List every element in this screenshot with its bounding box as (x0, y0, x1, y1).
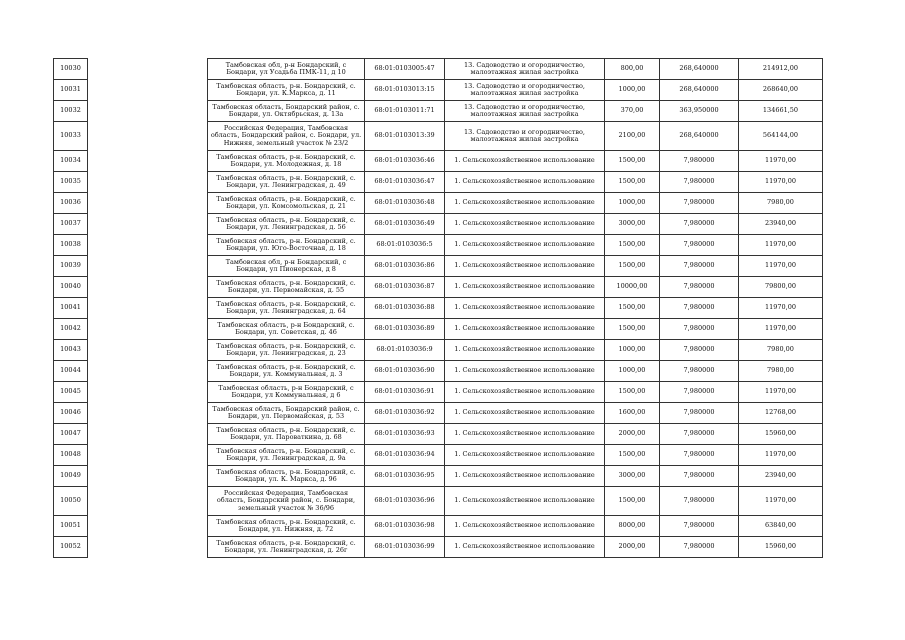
table-row (54, 193, 823, 214)
area-cell: 800,00 (605, 59, 660, 80)
row-number-cell: 10038 (54, 235, 88, 256)
cadastral-number-cell: 68:01:0103036:90 (365, 361, 445, 382)
cadastral-number-cell: 68:01:0103036:47 (365, 172, 445, 193)
area-cell: 1500,00 (605, 382, 660, 403)
table-row (54, 256, 823, 277)
rate-cell: 7,980000 (660, 382, 739, 403)
address-cell: Тамбовская область, р-н. Бондарский, с. Бондари, ул. Комсомольская, д. 21 (208, 193, 365, 214)
land-use-cell: 1. Сельскохозяйственное использование (445, 487, 605, 516)
table-row (54, 403, 823, 424)
cadastral-value-cell: 79800,00 (739, 277, 823, 298)
spacer-cell (88, 319, 208, 340)
address-cell: Тамбовская область, р-н. Бондарский, с. Бондари, ул. Ленинградская, д. 64 (208, 298, 365, 319)
address-cell: Тамбовская область, р-н. Бондарский, с. Бондари, ул. Молодежная, д. 18 (208, 151, 365, 172)
rate-cell: 363,950000 (660, 101, 739, 122)
cadastral-value-cell: 11970,00 (739, 298, 823, 319)
spacer-cell (88, 361, 208, 382)
land-use-cell: 13. Садоводство и огородничество, малоэтажная жилая застройка (445, 101, 605, 122)
land-use-cell: 1. Сельскохозяйственное использование (445, 235, 605, 256)
address-cell: Тамбовская область, р-н. Бондарский, с. Бондари, ул. Ленинградская, д. 49 (208, 172, 365, 193)
spacer-cell (88, 59, 208, 80)
row-number-cell: 10042 (54, 319, 88, 340)
row-number-cell: 10052 (54, 537, 88, 558)
cadastral-number-cell: 68:01:0103036:94 (365, 445, 445, 466)
area-cell: 1500,00 (605, 487, 660, 516)
row-number-cell: 10047 (54, 424, 88, 445)
cadastral-number-cell: 68:01:0103036:5 (365, 235, 445, 256)
land-use-cell: 1. Сельскохозяйственное использование (445, 340, 605, 361)
land-use-cell: 1. Сельскохозяйственное использование (445, 424, 605, 445)
spacer-cell (88, 214, 208, 235)
cadastral-value-cell: 11970,00 (739, 487, 823, 516)
cadastral-value-cell: 11970,00 (739, 445, 823, 466)
cadastral-number-cell: 68:01:0103036:49 (365, 214, 445, 235)
row-number-cell: 10041 (54, 298, 88, 319)
cadastral-number-cell: 68:01:0103036:93 (365, 424, 445, 445)
row-number-cell: 10051 (54, 516, 88, 537)
cadastral-value-cell: 134661,50 (739, 101, 823, 122)
area-cell: 3000,00 (605, 466, 660, 487)
spacer-cell (88, 487, 208, 516)
rate-cell: 7,980000 (660, 256, 739, 277)
cadastral-number-cell: 68:01:0103036:88 (365, 298, 445, 319)
row-number-cell: 10044 (54, 361, 88, 382)
spacer-cell (88, 235, 208, 256)
cadastral-value-cell: 214912,00 (739, 59, 823, 80)
spacer-cell (88, 256, 208, 277)
address-cell: Тамбовская область, Бондарский район, с. Бондари, ул. Октябрьская, д. 13а (208, 101, 365, 122)
area-cell: 1500,00 (605, 319, 660, 340)
spacer-cell (88, 193, 208, 214)
area-cell: 1500,00 (605, 235, 660, 256)
spacer-cell (88, 101, 208, 122)
land-use-cell: 1. Сельскохозяйственное использование (445, 298, 605, 319)
area-cell: 370,00 (605, 101, 660, 122)
table-row (54, 214, 823, 235)
address-cell: Тамбовская область, р-н Бондарский, с. Бондари, ул. Советская, д. 46 (208, 319, 365, 340)
rate-cell: 7,980000 (660, 214, 739, 235)
land-use-cell: 1. Сельскохозяйственное использование (445, 256, 605, 277)
address-cell: Российская Федерация, Тамбовская область, Бондарский район, с. Бондари, ул. Нижняя, земельный участок № 23/2 (208, 122, 365, 151)
rate-cell: 7,980000 (660, 340, 739, 361)
rate-cell: 7,980000 (660, 193, 739, 214)
address-cell: Тамбовская область, р-н. Бондарский, с. Бондари, ул. Юго-Восточная, д. 18 (208, 235, 365, 256)
cadastral-number-cell: 68:01:0103036:92 (365, 403, 445, 424)
cadastral-number-cell: 68:01:0103036:98 (365, 516, 445, 537)
area-cell: 2100,00 (605, 122, 660, 151)
cadastral-number-cell: 68:01:0103036:86 (365, 256, 445, 277)
row-number-cell: 10046 (54, 403, 88, 424)
cadastral-value-cell: 268640,00 (739, 80, 823, 101)
area-cell: 2000,00 (605, 424, 660, 445)
address-cell: Тамбовская обл, р-н Бондарский, с Бондари, ул Усадьба ПМК-11, д 10 (208, 59, 365, 80)
address-cell: Российская Федерация, Тамбовская область, Бондарский район, с. Бондари, земельный участок № 36/96 (208, 487, 365, 516)
address-cell: Тамбовская область, р-н. Бондарский, с. Бондари, ул. Ленинградская, д. 23 (208, 340, 365, 361)
row-number-cell: 10031 (54, 80, 88, 101)
table-row (54, 516, 823, 537)
row-number-cell: 10040 (54, 277, 88, 298)
spacer-cell (88, 382, 208, 403)
rate-cell: 7,980000 (660, 277, 739, 298)
table-row (54, 424, 823, 445)
row-number-cell: 10034 (54, 151, 88, 172)
land-use-cell: 13. Садоводство и огородничество, малоэтажная жилая застройка (445, 59, 605, 80)
cadastral-number-cell: 68:01:0103036:95 (365, 466, 445, 487)
row-number-cell: 10039 (54, 256, 88, 277)
cadastral-value-cell: 7980,00 (739, 193, 823, 214)
cadastral-value-cell: 564144,00 (739, 122, 823, 151)
table-row (54, 235, 823, 256)
cadastral-value-cell: 7980,00 (739, 361, 823, 382)
cadastral-value-cell: 63840,00 (739, 516, 823, 537)
spacer-cell (88, 298, 208, 319)
table-body (54, 59, 823, 558)
row-number-cell: 10032 (54, 101, 88, 122)
row-number-cell: 10043 (54, 340, 88, 361)
land-use-cell: 1. Сельскохозяйственное использование (445, 537, 605, 558)
cadastral-value-cell: 7980,00 (739, 340, 823, 361)
spacer-cell (88, 122, 208, 151)
row-number-cell: 10048 (54, 445, 88, 466)
rate-cell: 7,980000 (660, 424, 739, 445)
rate-cell: 7,980000 (660, 172, 739, 193)
rate-cell: 268,640000 (660, 59, 739, 80)
spacer-cell (88, 172, 208, 193)
cadastral-number-cell: 68:01:0103013:39 (365, 122, 445, 151)
rate-cell: 7,980000 (660, 466, 739, 487)
address-cell: Тамбовская область, Бондарский район, с. Бондари, ул. Первомайская, д. 53 (208, 403, 365, 424)
cadastral-number-cell: 68:01:0103005:47 (365, 59, 445, 80)
cadastral-value-cell: 11970,00 (739, 172, 823, 193)
table-row (54, 340, 823, 361)
cadastral-number-cell: 68:01:0103013:15 (365, 80, 445, 101)
land-use-cell: 1. Сельскохозяйственное использование (445, 382, 605, 403)
area-cell: 1500,00 (605, 256, 660, 277)
address-cell: Тамбовская область, р-н. Бондарский, с. Бондари, ул. Коммунальная, д. 3 (208, 361, 365, 382)
row-number-cell: 10045 (54, 382, 88, 403)
row-number-cell: 10049 (54, 466, 88, 487)
land-use-cell: 1. Сельскохозяйственное использование (445, 466, 605, 487)
cadastral-number-cell: 68:01:0103036:91 (365, 382, 445, 403)
area-cell: 1000,00 (605, 80, 660, 101)
spacer-cell (88, 445, 208, 466)
table-row (54, 172, 823, 193)
cadastral-value-cell: 11970,00 (739, 382, 823, 403)
rate-cell: 7,980000 (660, 403, 739, 424)
row-number-cell: 10037 (54, 214, 88, 235)
cadastral-number-cell: 68:01:0103036:46 (365, 151, 445, 172)
cadastral-value-cell: 15960,00 (739, 537, 823, 558)
land-use-cell: 1. Сельскохозяйственное использование (445, 319, 605, 340)
area-cell: 1500,00 (605, 298, 660, 319)
table-row (54, 101, 823, 122)
table-row (54, 122, 823, 151)
row-number-cell: 10033 (54, 122, 88, 151)
row-number-cell: 10050 (54, 487, 88, 516)
address-cell: Тамбовская область, р-н Бондарский, с Бондари, ул Коммунальная, д 6 (208, 382, 365, 403)
table-row (54, 361, 823, 382)
land-use-cell: 1. Сельскохозяйственное использование (445, 445, 605, 466)
cadastral-value-cell: 23940,00 (739, 466, 823, 487)
address-cell: Тамбовская область, р-н. Бондарский, с. Бондари, ул. К. Маркса, д. 96 (208, 466, 365, 487)
table-row (54, 277, 823, 298)
area-cell: 8000,00 (605, 516, 660, 537)
area-cell: 2000,00 (605, 537, 660, 558)
cadastral-value-cell: 11970,00 (739, 151, 823, 172)
cadastral-number-cell: 68:01:0103011:71 (365, 101, 445, 122)
area-cell: 1500,00 (605, 151, 660, 172)
rate-cell: 7,980000 (660, 151, 739, 172)
cadastral-value-cell: 11970,00 (739, 235, 823, 256)
cadastral-number-cell: 68:01:0103036:87 (365, 277, 445, 298)
cadastral-number-cell: 68:01:0103036:89 (365, 319, 445, 340)
area-cell: 10000,00 (605, 277, 660, 298)
rate-cell: 7,980000 (660, 487, 739, 516)
land-use-cell: 1. Сельскохозяйственное использование (445, 214, 605, 235)
address-cell: Тамбовская область, р-н. Бондарский, с. Бондари, ул. Нижняя, д. 72 (208, 516, 365, 537)
address-cell: Тамбовская область, р-н. Бондарский, с. Бондари, ул. Ленинградская, д. 26г (208, 537, 365, 558)
area-cell: 1500,00 (605, 172, 660, 193)
cadastral-number-cell: 68:01:0103036:96 (365, 487, 445, 516)
area-cell: 3000,00 (605, 214, 660, 235)
row-number-cell: 10035 (54, 172, 88, 193)
spacer-cell (88, 403, 208, 424)
rate-cell: 7,980000 (660, 445, 739, 466)
area-cell: 1000,00 (605, 193, 660, 214)
spacer-cell (88, 516, 208, 537)
cadastral-number-cell: 68:01:0103036:48 (365, 193, 445, 214)
table-row (54, 298, 823, 319)
table-row (54, 151, 823, 172)
land-use-cell: 1. Сельскохозяйственное использование (445, 516, 605, 537)
area-cell: 1000,00 (605, 361, 660, 382)
land-use-cell: 1. Сельскохозяйственное использование (445, 403, 605, 424)
land-use-cell: 1. Сельскохозяйственное использование (445, 277, 605, 298)
spacer-cell (88, 151, 208, 172)
table-row (54, 466, 823, 487)
spacer-cell (88, 537, 208, 558)
land-use-cell: 1. Сельскохозяйственное использование (445, 193, 605, 214)
address-cell: Тамбовская область, р-н. Бондарский, с. Бондари, ул. Ленинградская, д. 56 (208, 214, 365, 235)
address-cell: Тамбовская обл, р-н Бондарский, с Бондари, ул Пионерская, д 8 (208, 256, 365, 277)
row-number-cell: 10036 (54, 193, 88, 214)
spacer-cell (88, 340, 208, 361)
rate-cell: 7,980000 (660, 319, 739, 340)
land-use-cell: 13. Садоводство и огородничество, малоэтажная жилая застройка (445, 80, 605, 101)
rate-cell: 268,640000 (660, 122, 739, 151)
address-cell: Тамбовская область, р-н. Бондарский, с. Бондари, ул. К.Маркса, д. 11 (208, 80, 365, 101)
spacer-cell (88, 424, 208, 445)
cadastral-number-cell: 68:01:0103036:9 (365, 340, 445, 361)
cadastral-number-cell: 68:01:0103036:99 (365, 537, 445, 558)
table-row (54, 382, 823, 403)
land-register-table (53, 58, 823, 558)
rate-cell: 7,980000 (660, 298, 739, 319)
rate-cell: 268,640000 (660, 80, 739, 101)
spacer-cell (88, 80, 208, 101)
spacer-cell (88, 466, 208, 487)
land-use-cell: 13. Садоводство и огородничество, малоэтажная жилая застройка (445, 122, 605, 151)
rate-cell: 7,980000 (660, 361, 739, 382)
cadastral-value-cell: 12768,00 (739, 403, 823, 424)
table-row (54, 80, 823, 101)
row-number-cell: 10030 (54, 59, 88, 80)
land-use-cell: 1. Сельскохозяйственное использование (445, 151, 605, 172)
table-row (54, 319, 823, 340)
address-cell: Тамбовская область, р-н. Бондарский, с. Бондари, ул. Первомайская, д. 55 (208, 277, 365, 298)
table-row (54, 445, 823, 466)
land-use-cell: 1. Сельскохозяйственное использование (445, 361, 605, 382)
land-use-cell: 1. Сельскохозяйственное использование (445, 172, 605, 193)
rate-cell: 7,980000 (660, 537, 739, 558)
cadastral-value-cell: 15960,00 (739, 424, 823, 445)
spacer-cell (88, 277, 208, 298)
rate-cell: 7,980000 (660, 235, 739, 256)
cadastral-value-cell: 11970,00 (739, 256, 823, 277)
table-row (54, 537, 823, 558)
address-cell: Тамбовская область, р-н. Бондарский, с. Бондари, ул. Ленинградская, д. 9а (208, 445, 365, 466)
rate-cell: 7,980000 (660, 516, 739, 537)
area-cell: 1600,00 (605, 403, 660, 424)
area-cell: 1500,00 (605, 445, 660, 466)
address-cell: Тамбовская область, р-н. Бондарский, с. Бондари, ул. Пароваткина, д. 68 (208, 424, 365, 445)
area-cell: 1000,00 (605, 340, 660, 361)
cadastral-value-cell: 23940,00 (739, 214, 823, 235)
table-row (54, 487, 823, 516)
table-row (54, 59, 823, 80)
cadastral-value-cell: 11970,00 (739, 319, 823, 340)
